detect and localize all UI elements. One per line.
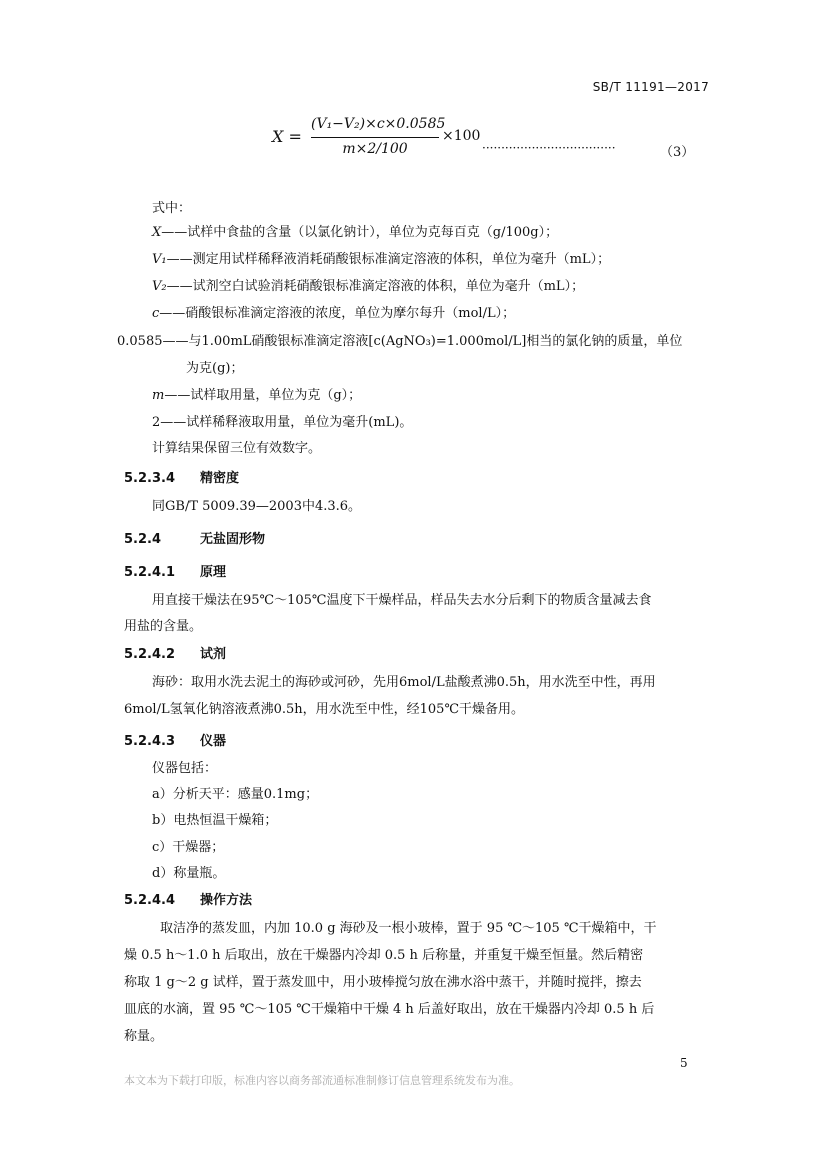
paragraph-line: 海砂：取用水洗去泥土的海砂或河砂，先用6mol/L盐酸煮沸0.5h，用水洗至中性，再用 — [152, 675, 656, 690]
standard-number: SB/T 11191—2017 — [592, 80, 709, 94]
paragraph-line: 称取 1 g～2 g 试样，置于蒸发皿中，用小玻棒搅匀放在沸水浴中蒸干，并随时搅拌，擦去 — [124, 975, 642, 990]
formula-lhs: X = — [272, 127, 302, 146]
result-note: 计算结果保留三位有效数字。 — [152, 441, 322, 456]
list-item: a）分析天平：感量0.1mg； — [152, 787, 319, 802]
where-item-v1: V₁——测定用试样稀释液消耗硝酸银标准滴定溶液的体积，单位为毫升（mL）； — [152, 252, 611, 267]
where-item-coefficient: 0.0585——与1.00mL硝酸银标准滴定溶液[c(AgNO₃)=1.000mol/L]相当的氯化钠的质量，单位 — [117, 334, 683, 349]
list-item: c）干燥器； — [152, 840, 225, 855]
where-item-coefficient-cont: 为克(g)； — [186, 361, 244, 376]
paragraph-line: 称量。 — [124, 1029, 164, 1044]
where-item-m: m——试样取用量，单位为克（g）； — [152, 388, 362, 403]
formula-denominator: m×2/100 — [342, 141, 408, 157]
list-intro: 仪器包括： — [152, 761, 218, 776]
paragraph-line: 6mol/L氢氧化钠溶液煮沸0.5h，用水洗至中性，经105℃干燥备用。 — [124, 702, 524, 717]
paragraph: 同GB/T 5009.39—2003中4.3.6。 — [152, 499, 362, 514]
section-heading: 5.2.4 无盐固形物 — [124, 532, 266, 547]
section-heading: 5.2.4.1 原理 — [124, 565, 227, 580]
fraction-bar — [311, 137, 439, 138]
paragraph-line: 用直接干燥法在95℃～105℃温度下干燥样品，样品失去水分后剩下的物质含量减去食 — [152, 593, 652, 608]
where-item-c: c——硝酸银标准滴定溶液的浓度，单位为摩尔每升（mol/L）； — [152, 306, 516, 321]
formula-multiplier: ×100 — [442, 128, 481, 144]
paragraph-line: 取洁净的蒸发皿，内加 10.0 g 海砂及一根小玻棒，置于 95 ℃～105 ℃干燥箱中，干 — [160, 921, 657, 936]
formula-leader: ··································· — [482, 141, 616, 155]
paragraph-line: 用盐的含量。 — [124, 619, 203, 634]
section-heading: 5.2.4.4 操作方法 — [124, 893, 253, 908]
where-item-2: 2——试样稀释液取用量，单位为毫升(mL)。 — [152, 415, 413, 430]
list-item: b）电热恒温干燥箱； — [152, 813, 278, 828]
paragraph-line: 皿底的水滴，置 95 ℃～105 ℃干燥箱中干燥 4 h 后盖好取出，放在干燥器内冷却 0.5 h 后 — [124, 1002, 655, 1017]
section-heading: 5.2.4.3 仪器 — [124, 734, 227, 749]
section-heading: 5.2.4.2 试剂 — [124, 647, 227, 662]
where-item-x: X——试样中食盐的含量（以氯化钠计），单位为克每百克（g/100g）； — [152, 225, 559, 240]
where-item-v2: V₂——试剂空白试验消耗硝酸银标准滴定溶液的体积，单位为毫升（mL）； — [152, 279, 585, 294]
paragraph-line: 燥 0.5 h～1.0 h 后取出，放在干燥器内冷却 0.5 h 后称量，并重复干燥至恒量。然后精密 — [124, 948, 644, 963]
section-heading: 5.2.3.4 精密度 — [124, 471, 240, 486]
list-item: d）称量瓶。 — [152, 866, 226, 881]
formula-numerator: (V₁−V₂)×c×0.0585 — [311, 116, 446, 132]
footer-disclaimer: 本文本为下载打印版，标准内容以商务部流通标准制修订信息管理系统发布为准。 — [124, 1074, 520, 1087]
equation-number: （3） — [660, 145, 695, 160]
page-number: 5 — [680, 1056, 688, 1070]
where-intro: 式中： — [152, 201, 192, 216]
